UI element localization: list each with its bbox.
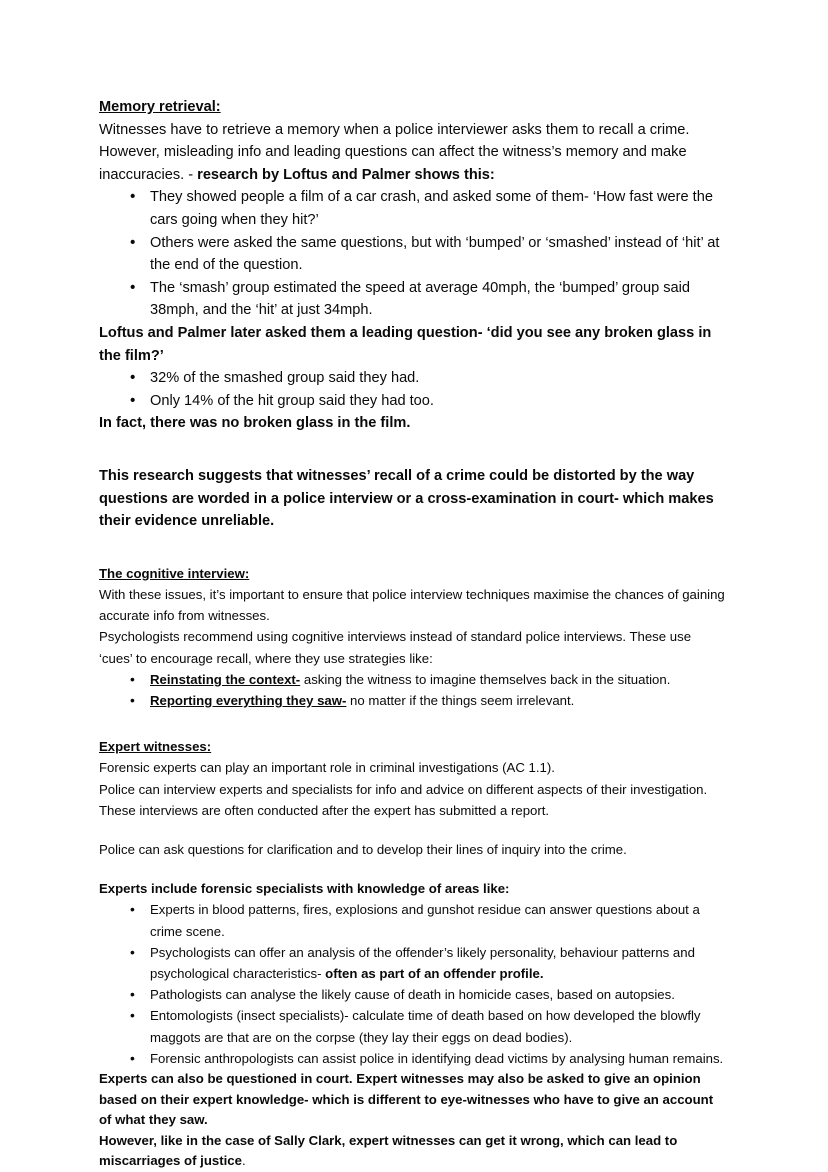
document-body xyxy=(99,96,725,1172)
list-item-text: no matter if the things seem irrelevant. xyxy=(346,692,575,708)
list-cognitive-strategies xyxy=(99,669,725,711)
closing-sally-clark-period: . xyxy=(241,1153,246,1169)
paragraph-expert-1: Forensic experts can play an important role in criminal investigations (AC 1.1). xyxy=(99,760,555,776)
paragraph-memory-intro xyxy=(99,119,725,187)
list-expert-types xyxy=(99,899,725,1069)
heading-memory-retrieval: Memory retrieval: xyxy=(99,99,221,115)
list-item xyxy=(99,1048,725,1069)
list-item-text: The ‘smash’ group estimated the speed at average 40mph, the ‘bumped’ group said 38mph, and the ‘hit’ at just 34mph. xyxy=(150,279,691,319)
list-item-text: Psychologists can offer an analysis of the offender’s likely personality, behaviour patterns and psychological characteristics- xyxy=(150,944,695,981)
list-item xyxy=(99,899,725,941)
paragraph-expert-2: Police can interview experts and specialists for info and advice on different aspects of their investigation. These interviews are often conducted after the expert has submitted a report. xyxy=(99,781,708,818)
list-item-bold-tail: often as part of an offender profile. xyxy=(325,965,544,981)
spacer xyxy=(99,711,725,736)
list-item xyxy=(99,277,725,322)
paragraph-closing-sally-clark xyxy=(99,1131,725,1172)
list-item xyxy=(99,186,725,231)
list-item xyxy=(99,690,725,711)
paragraph-cognitive-1: With these issues, it’s important to ensure that police interview techniques maximise the chances of gaining accurate info from witnesses. xyxy=(99,586,725,624)
list-item-text: They showed people a film of a car crash, and asked some of them- ‘How fast were the cars going when they hit?’ xyxy=(150,189,713,228)
list-item-text: Others were asked the same questions, but with ‘bumped’ or ‘smashed’ instead of ‘hit’ at the end of the question. xyxy=(150,234,720,274)
list-item xyxy=(99,1005,725,1047)
memory-intro-normal: Witnesses have to retrieve a memory when a police interviewer asks them to recall a crime. However, misleading info and leading questions can affect the witness’s memory and make inaccuracies. - xyxy=(99,121,690,183)
list-item-lead: Reinstating the context- xyxy=(150,671,301,687)
list-item-text: asking the witness to imagine themselves back in the situation. xyxy=(300,671,671,687)
spacer xyxy=(99,435,725,465)
list-item-text: 32% of the smashed group said they had. xyxy=(150,370,420,387)
paragraph-closing-experts-court: Experts can also be questioned in court. Expert witnesses may also be asked to give an opinion based on their expert knowledge- which is different to eye-witnesses who have to give an account of what they saw. xyxy=(99,1070,714,1128)
spacer xyxy=(99,821,725,839)
paragraph-no-broken-glass: In fact, there was no broken glass in the film. xyxy=(99,415,411,432)
paragraph-cognitive-2: Psychologists recommend using cognitive interviews instead of standard police interviews. These use ‘cues’ to encourage recall, where they use strategies like: xyxy=(99,629,692,666)
paragraph-expert-3: Police can ask questions for clarification and to develop their lines of inquiry into the crime. xyxy=(99,841,627,857)
spacer xyxy=(99,860,725,878)
paragraph-research-conclusion: This research suggests that witnesses’ recall of a crime could be distorted by the way questions are worded in a police interview or a cross-examination in court- which makes their evidence unreliable. xyxy=(99,467,714,530)
list-item-text: Experts in blood patterns, fires, explosions and gunshot residue can answer questions about a crime scene. xyxy=(150,902,700,939)
list-item xyxy=(99,367,725,390)
list-item-text: Only 14% of the hit group said they had too. xyxy=(150,392,434,409)
list-item-text: Forensic anthropologists can assist police in identifying dead victims by analysing human remains. xyxy=(150,1050,724,1066)
heading-cognitive-interview: The cognitive interview: xyxy=(99,565,250,581)
memory-intro-bold: research by Loftus and Palmer shows this: xyxy=(197,166,495,183)
list-item-text: Pathologists can analyse the likely cause of death in homicide cases, based on autopsies. xyxy=(150,987,675,1003)
list-loftus-palmer-method xyxy=(99,186,725,322)
closing-sally-clark-text: However, like in the case of Sally Clark, expert witnesses can get it wrong, which can lead to miscarriages of justice xyxy=(99,1132,678,1169)
list-item-text: Entomologists (insect specialists)- calculate time of death based on how developed the blowfly maggots are that are on the corpse (they lay their eggs on dead bodies). xyxy=(150,1008,701,1045)
paragraph-leading-question: Loftus and Palmer later asked them a leading question- ‘did you see any broken glass in the film?’ xyxy=(99,324,712,364)
paragraph-experts-include-heading: Experts include forensic specialists with knowledge of areas like: xyxy=(99,881,510,897)
list-item xyxy=(99,232,725,277)
list-broken-glass-results xyxy=(99,367,725,412)
list-item xyxy=(99,669,725,690)
list-item-lead: Reporting everything they saw- xyxy=(150,692,347,708)
heading-expert-witnesses: Expert witnesses: xyxy=(99,739,212,755)
list-item xyxy=(99,984,725,1005)
list-item xyxy=(99,942,725,984)
spacer xyxy=(99,533,725,563)
list-item xyxy=(99,390,725,413)
